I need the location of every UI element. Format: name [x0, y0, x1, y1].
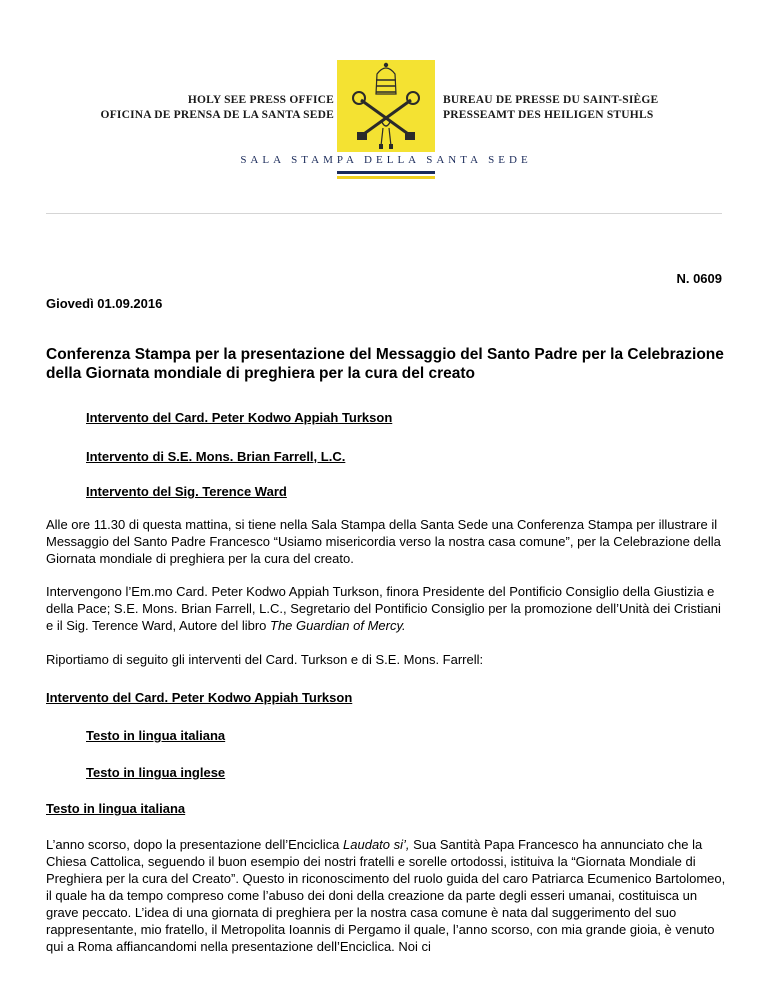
header-right-names	[443, 93, 658, 123]
body-paragraph	[46, 836, 726, 955]
papal-keys-emblem-icon	[337, 60, 435, 152]
link-testo-italiano[interactable]: Testo in lingua italiana	[86, 728, 226, 743]
header-divider	[46, 213, 722, 214]
header-color-stripes	[337, 171, 435, 179]
body-text-start: L’anno scorso, dopo la presentazione dell’Enciclica	[46, 837, 344, 852]
link-testo-inglese[interactable]: Testo in lingua inglese	[86, 765, 226, 780]
header-left-line2: OFICINA DE PRENSA DE LA SANTA SEDE	[100, 109, 334, 121]
toc-link-farrell[interactable]: Intervento di S.E. Mons. Brian Farrell, L.C.	[86, 449, 346, 464]
book-title: The Guardian of Mercy.	[270, 618, 406, 633]
intro-paragraph-3: Riportiamo di seguito gli interventi del Card. Turkson e di S.E. Mons. Farrell:	[46, 652, 484, 667]
sala-stampa-subtitle	[0, 154, 768, 166]
encyclical-title: Laudato si’,	[343, 837, 410, 852]
press-office-header	[0, 0, 768, 200]
toc-link-turkson[interactable]: Intervento del Card. Peter Kodwo Appiah Turkson	[86, 410, 393, 425]
bulletin-number: N. 0609	[676, 271, 722, 286]
header-left-line1: HOLY SEE PRESS OFFICE	[187, 94, 334, 106]
body-text-rest: Sua Santità Papa Francesco ha annunciato che la Chiesa Cattolica, seguendo il buon esempio dei nostri fratelli e sorelle ortodossi, istituiva la “Giornata Mondiale di Preghiera per la cura del Creato”. Questo in riconoscimento del ruolo guida del caro Patriarca Ecumenico Bartolomeo, il quale ha da tempo compreso come l’abuso dei doni della creazione da parte degli esseri umanai, costituisca un grave peccato. L’idea di una giornata di preghiera per la nostra casa comune è nata dal suggerimento del suo rappresentante, mio fratello, il Metropolita Ioannis di Pergamo il quale, l’anno scorso, con mia grande gioia, è venuto qui a Roma affiancandomi nella presentazione dell’Enciclica. Noi ci	[46, 837, 726, 954]
bulletin-title: Conferenza Stampa per la presentazione del Messaggio del Santo Padre per la Celebrazione della Giornata mondiale di preghiera per la cura del creato	[46, 346, 724, 382]
section-heading-turkson[interactable]: Intervento del Card. Peter Kodwo Appiah Turkson	[46, 690, 353, 705]
intro-paragraph-2-text: Intervengono l’Em.mo Card. Peter Kodwo Appiah Turkson, finora Presidente del Pontificio Consiglio della Giustizia e della Pace; S.E. Mons. Brian Farrell, L.C., Segretario del Pontificio Consiglio per la promozione dell’Unità dei Cristiani e il Sig. Terence Ward, Autore del libro	[46, 584, 721, 633]
header-left-names	[101, 93, 334, 123]
bulletin-date: Giovedì 01.09.2016	[46, 296, 163, 311]
header-right-line1: BUREAU DE PRESSE DU SAINT-SIÈGE	[443, 94, 659, 106]
header-right-line2: PRESSEAMT DES HEILIGEN STUHLS	[443, 109, 654, 121]
intro-paragraph-2	[46, 583, 726, 634]
sub-heading-italiano[interactable]: Testo in lingua italiana	[46, 801, 186, 816]
toc-link-ward[interactable]: Intervento del Sig. Terence Ward	[86, 484, 287, 499]
sala-stampa-text: SALA STAMPA DELLA SANTA SEDE	[240, 154, 532, 166]
yellow-stripe	[337, 176, 435, 179]
intro-paragraph-1: Alle ore 11.30 di questa mattina, si tiene nella Sala Stampa della Santa Sede una Conferenza Stampa per illustrare il Messaggio del Santo Padre Francesco “Usiamo misericordia verso la nostra casa comune”, per la Celebrazione della Giornata mondiale di preghiera per la cura del creato.	[46, 517, 721, 566]
